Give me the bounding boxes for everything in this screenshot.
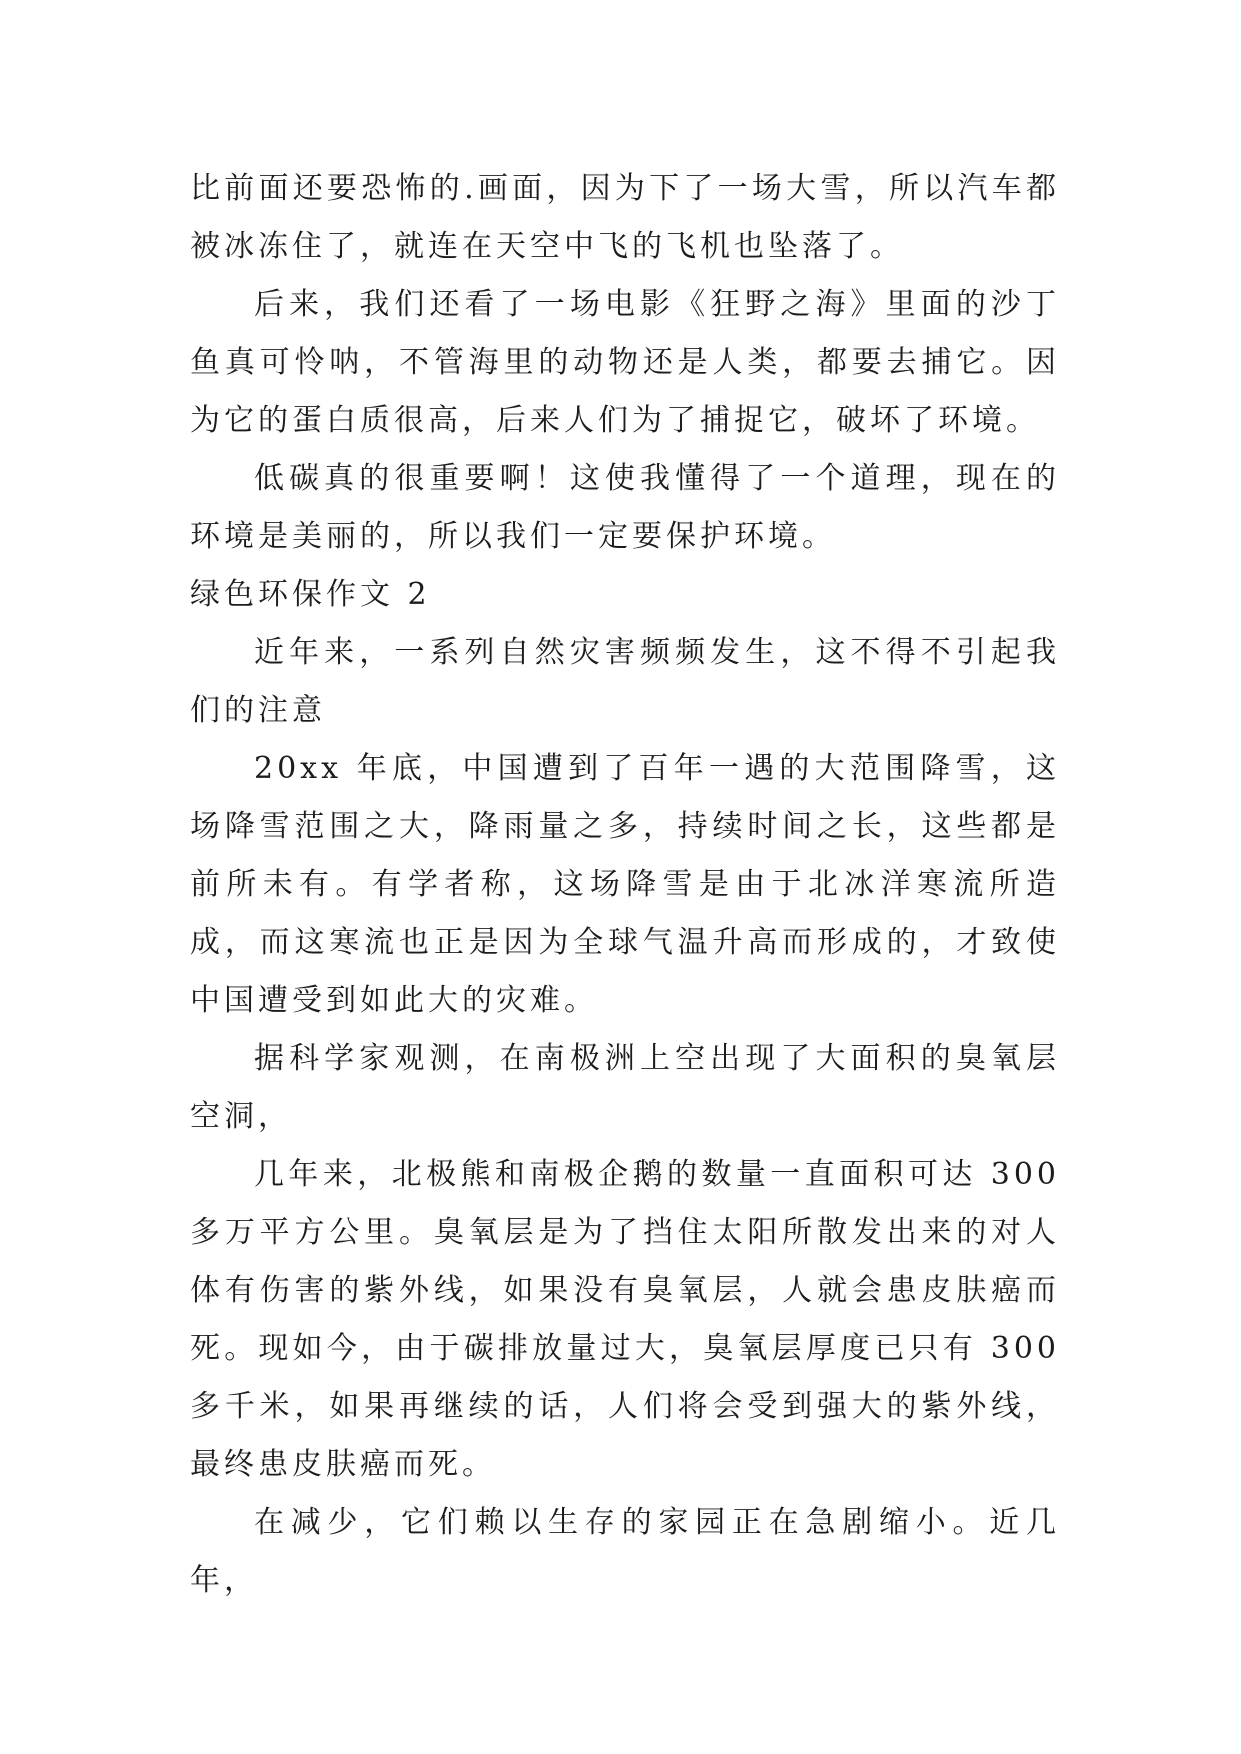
paragraph-5: 20xx 年底，中国遭到了百年一遇的大范围降雪，这场降雪范围之大，降雨量之多，持续时间之长，这些都是前所未有。有学者称，这场降雪是由于北冰洋寒流所造成，而这寒流也正是因为全球气温升高而形成的，才致使中国遭受到如此大的灾难。 [190, 751, 1060, 1018]
paragraph-1: 比前面还要恐怖的.画面，因为下了一场大雪，所以汽车都被冰冻住了，就连在天空中飞的飞机也坠落了。 [190, 171, 1060, 264]
document-body [190, 160, 1060, 1610]
paragraph-8: 在减少，它们赖以生存的家园正在急剧缩小。近几年， [190, 1505, 1060, 1598]
section-heading: 绿色环保作文 2 [190, 577, 431, 612]
paragraph-3: 低碳真的很重要啊！这使我懂得了一个道理，现在的环境是美丽的，所以我们一定要保护环境。 [190, 461, 1060, 554]
paragraph-2: 后来，我们还看了一场电影《狂野之海》里面的沙丁鱼真可怜呐，不管海里的动物还是人类，都要去捕它。因为它的蛋白质很高，后来人们为了捕捉它，破坏了环境。 [190, 287, 1060, 438]
paragraph-7: 几年来，北极熊和南极企鹅的数量一直面积可达 300 多万平方公里。臭氧层是为了挡住太阳所散发出来的对人体有伤害的紫外线，如果没有臭氧层，人就会患皮肤癌而死。现如今，由于碳排放量过大，臭氧层厚度已只有 300 多千米，如果再继续的话，人们将会受到强大的紫外线，最终患皮肤癌而死。 [190, 1157, 1060, 1482]
paragraph-6: 据科学家观测，在南极洲上空出现了大面积的臭氧层空洞， [190, 1041, 1060, 1134]
paragraph-4: 近年来，一系列自然灾害频频发生，这不得不引起我们的注意 [190, 635, 1060, 728]
